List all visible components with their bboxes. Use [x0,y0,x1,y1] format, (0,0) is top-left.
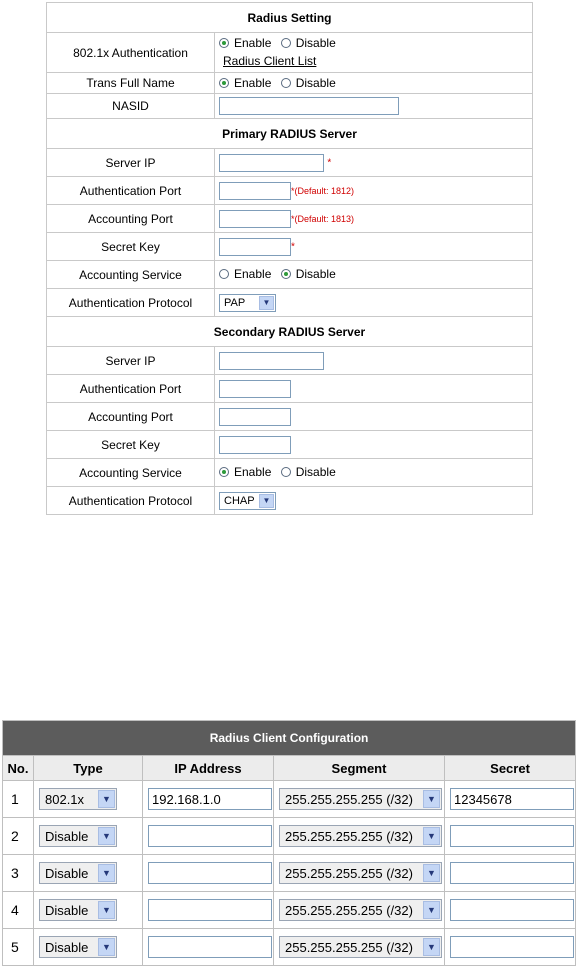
chevron-down-icon: ▼ [259,296,274,310]
trans-full-name-enable-radio[interactable]: Enable [219,76,271,90]
client-secret-input[interactable] [450,899,574,921]
chevron-down-icon: ▼ [423,901,440,919]
column-header-segment: Segment [274,756,445,781]
radius-setting-title: Radius Setting [47,3,533,33]
chevron-down-icon: ▼ [98,827,115,845]
primary-acct-port-input[interactable] [219,210,291,228]
client-segment-select[interactable]: 255.255.255.255 (/32) ▼ [279,899,442,921]
primary-server-ip-input[interactable] [219,154,324,172]
primary-acct-port-hint: *(Default: 1813) [291,213,355,224]
primary-auth-protocol-label: Authentication Protocol [47,289,215,317]
secondary-acct-service-disable-radio[interactable]: Disable [281,465,336,479]
required-marker: * [291,241,295,252]
chevron-down-icon: ▼ [98,938,115,956]
client-ip-input[interactable] [148,936,272,958]
primary-acct-port-label: Accounting Port [47,205,215,233]
secondary-server-ip-label: Server IP [47,347,215,375]
client-ip-input[interactable] [148,825,272,847]
auth-8021x-label: 802.1x Authentication [47,33,215,73]
secondary-acct-service-enable-radio[interactable]: Enable [219,465,271,479]
client-secret-input[interactable]: 12345678 [450,788,574,810]
nasid-label: NASID [47,94,215,119]
table-row [3,818,576,855]
radio-button-icon [219,38,229,48]
radio-button-icon [281,38,291,48]
primary-server-title: Primary RADIUS Server [47,119,533,149]
chevron-down-icon: ▼ [259,494,274,508]
radius-setting-table [46,2,533,515]
client-segment-select[interactable]: 255.255.255.255 (/32) ▼ [279,862,442,884]
table-row [3,781,576,818]
secondary-auth-port-input[interactable] [219,380,291,398]
column-header-type: Type [34,756,143,781]
radio-button-icon [281,269,291,279]
client-secret-input[interactable] [450,936,574,958]
primary-acct-service-disable-radio[interactable]: Disable [281,267,336,281]
trans-full-name-label: Trans Full Name [47,73,215,94]
row-number: 2 [3,818,34,855]
chevron-down-icon: ▼ [423,790,440,808]
secondary-acct-service-label: Accounting Service [47,459,215,487]
trans-full-name-disable-radio[interactable]: Disable [281,76,336,90]
table-row [3,892,576,929]
radio-button-icon [219,467,229,477]
chevron-down-icon: ▼ [423,827,440,845]
column-header-ip-address: IP Address [143,756,274,781]
auth-8021x-enable-radio[interactable]: Enable [219,35,271,52]
primary-acct-service-label: Accounting Service [47,261,215,289]
client-type-select[interactable]: Disable ▼ [39,862,117,884]
client-type-select[interactable]: Disable ▼ [39,899,117,921]
primary-acct-service-enable-radio[interactable]: Enable [219,267,271,281]
nasid-input[interactable] [219,97,399,115]
primary-auth-port-input[interactable] [219,182,291,200]
primary-secret-key-label: Secret Key [47,233,215,261]
radius-client-list-link[interactable]: Radius Client List [223,54,317,69]
chevron-down-icon: ▼ [98,901,115,919]
table-row [3,855,576,892]
row-number: 4 [3,892,34,929]
secondary-acct-port-label: Accounting Port [47,403,215,431]
chevron-down-icon: ▼ [98,790,115,808]
chevron-down-icon: ▼ [423,864,440,882]
secondary-auth-protocol-select[interactable]: CHAP ▼ [219,492,276,510]
required-marker: * [327,157,332,168]
client-type-select[interactable]: 802.1x ▼ [39,788,117,810]
client-secret-input[interactable] [450,862,574,884]
radio-button-icon [281,78,291,88]
primary-secret-key-input[interactable] [219,238,291,256]
primary-server-ip-label: Server IP [47,149,215,177]
radio-button-icon [219,269,229,279]
primary-auth-protocol-select[interactable]: PAP ▼ [219,294,276,312]
primary-auth-port-hint: *(Default: 1812) [291,185,355,196]
client-type-select[interactable]: Disable ▼ [39,825,117,847]
client-ip-input[interactable] [148,862,272,884]
row-number: 5 [3,929,34,966]
secondary-server-title: Secondary RADIUS Server [47,317,533,347]
client-config-title: Radius Client Configuration [3,721,576,756]
chevron-down-icon: ▼ [423,938,440,956]
client-ip-input[interactable] [148,899,272,921]
secondary-server-ip-input[interactable] [219,352,324,370]
row-number: 1 [3,781,34,818]
auth-8021x-disable-radio[interactable]: Disable [281,35,336,52]
radio-button-icon [281,467,291,477]
radius-client-config-table [2,720,576,966]
client-segment-select[interactable]: 255.255.255.255 (/32) ▼ [279,788,442,810]
secondary-secret-key-label: Secret Key [47,431,215,459]
chevron-down-icon: ▼ [98,864,115,882]
client-type-select[interactable]: Disable ▼ [39,936,117,958]
client-secret-input[interactable] [450,825,574,847]
client-ip-input[interactable]: 192.168.1.0 [148,788,272,810]
secondary-acct-port-input[interactable] [219,408,291,426]
client-segment-select[interactable]: 255.255.255.255 (/32) ▼ [279,936,442,958]
column-header-secret: Secret [445,756,576,781]
table-row [3,929,576,966]
secondary-secret-key-input[interactable] [219,436,291,454]
column-header-no: No. [3,756,34,781]
primary-auth-port-label: Authentication Port [47,177,215,205]
secondary-auth-protocol-label: Authentication Protocol [47,487,215,515]
client-segment-select[interactable]: 255.255.255.255 (/32) ▼ [279,825,442,847]
radio-button-icon [219,78,229,88]
row-number: 3 [3,855,34,892]
secondary-auth-port-label: Authentication Port [47,375,215,403]
